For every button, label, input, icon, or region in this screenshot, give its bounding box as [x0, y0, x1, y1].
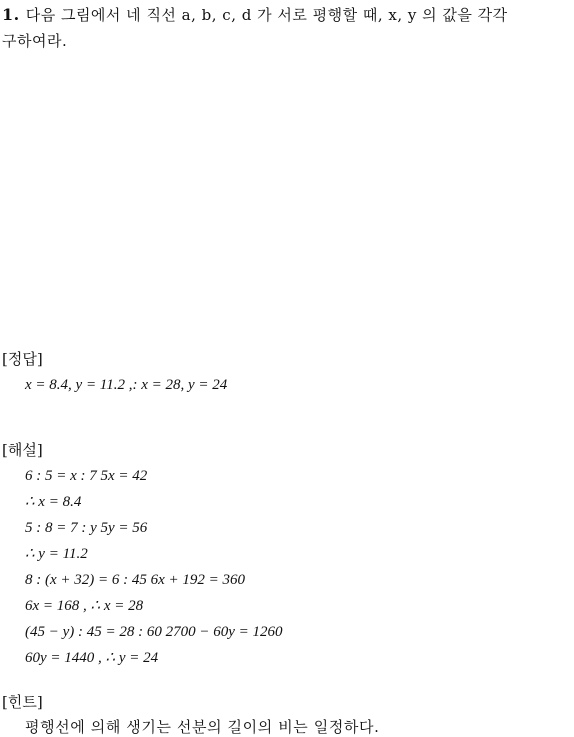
explanation-line: 5 : 8 = 7 : y 5y = 56 — [25, 520, 148, 536]
problem-text-line-1: 다음 그림에서 네 직선 a, b, c, d 가 서로 평행할 때, x, y 의 값을 각각 — [25, 6, 508, 24]
explanation-line: 6x = 168 , ∴ x = 28 — [25, 598, 144, 614]
explanation-line: ∴ x = 8.4 — [25, 494, 82, 510]
problem-line-1 — [2, 2, 570, 28]
figure-area — [0, 62, 574, 342]
answer-title: [정답] — [2, 350, 43, 368]
explanation-line: 60y = 1440 , ∴ y = 24 — [25, 650, 159, 666]
explanation-line: (45 − y) : 45 = 28 : 60 2700 − 60y = 1260 — [25, 624, 283, 640]
problem-text-line-2: 구하여라. — [2, 32, 68, 50]
answer-line: x = 8.4, y = 11.2 ,: x = 28, y = 24 — [25, 377, 228, 393]
problem-number: 1. — [2, 5, 20, 24]
hint-text: 평행선에 의해 생기는 선분의 길이의 비는 일정하다. — [25, 718, 380, 736]
explanation-line: ∴ y = 11.2 — [25, 546, 88, 562]
explanation-line: 8 : (x + 32) = 6 : 45 6x + 192 = 360 — [25, 572, 246, 588]
explanation-title: [해설] — [2, 441, 43, 459]
problem-statement — [2, 2, 570, 54]
hint-title: [힌트] — [2, 693, 43, 711]
explanation-line: 6 : 5 = x : 7 5x = 42 — [25, 468, 148, 484]
